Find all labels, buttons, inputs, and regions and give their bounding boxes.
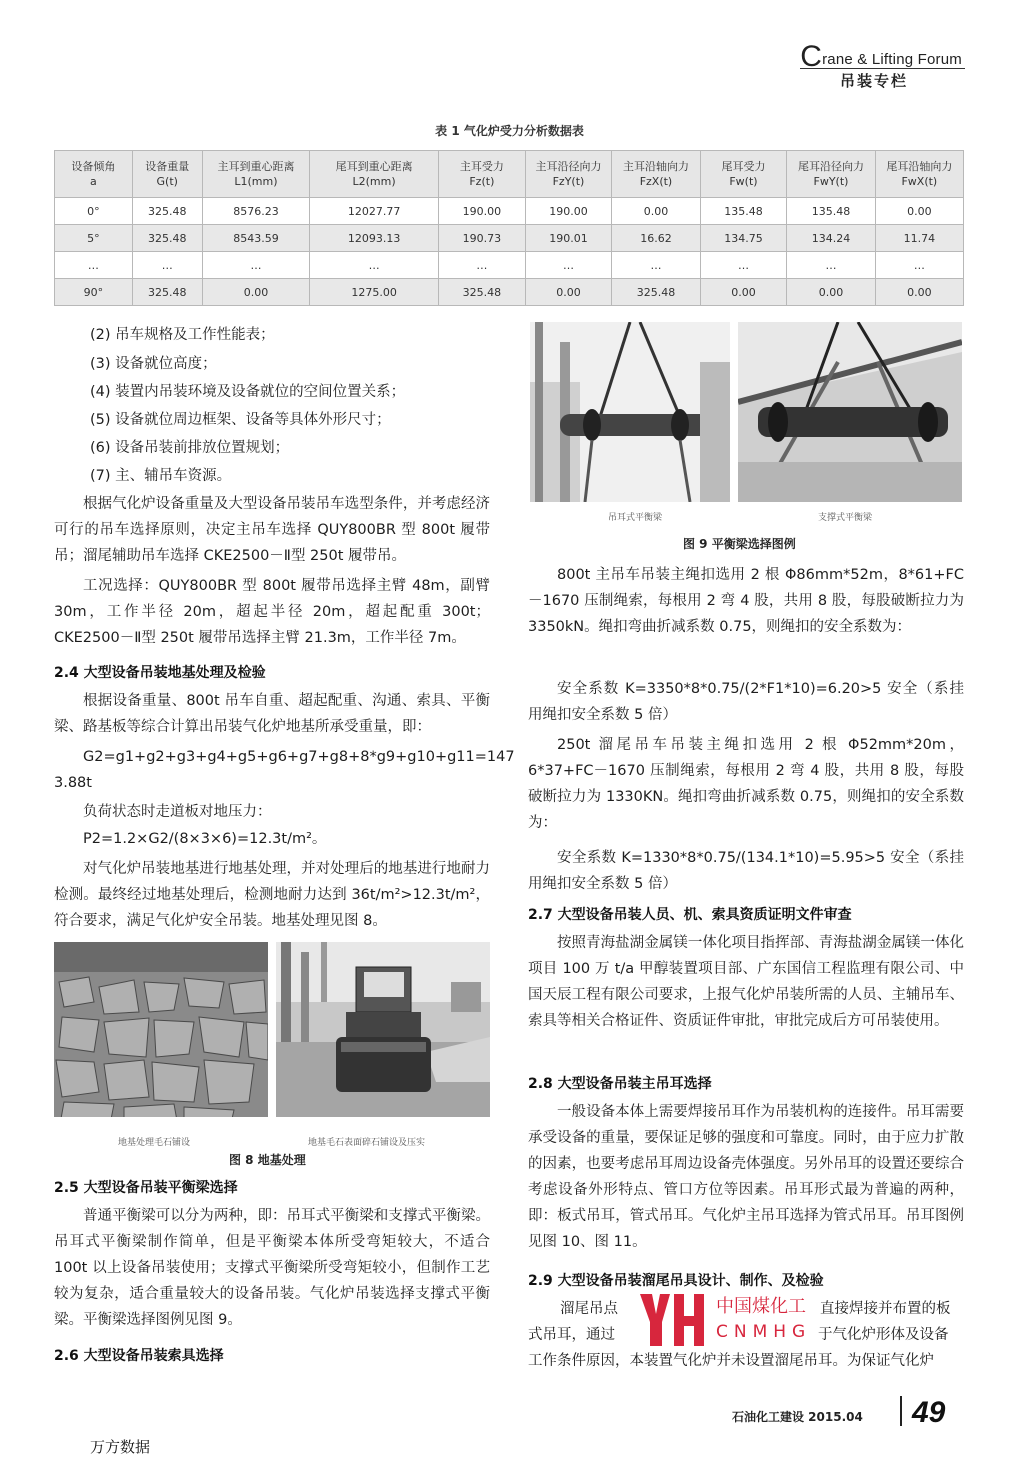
photo-support-balance-beam xyxy=(738,322,962,502)
list-item: (5) 设备就位周边框架、设备等具体外形尺寸； xyxy=(90,412,391,428)
force-analysis-table xyxy=(54,150,964,306)
table-cell: 190.73 xyxy=(439,225,526,252)
paragraph-foundation-load: 根据设备重量、800t 吊车自重、超起配重、沟通、索具、平衡梁、路基板等综合计算出吊装气化炉地基所承受重量，即： xyxy=(54,693,490,735)
table-cell: 0.00 xyxy=(875,198,963,225)
table-cell: 134.24 xyxy=(787,225,875,252)
table-header-cell xyxy=(310,151,439,198)
paragraph-working-conditions: 工况选择：QUY800BR 型 800t 履带吊选择主臂 48m，副臂 30m，工作半径 20m，超起半径 20m，超起配重 300t；CKE2500－Ⅱ型 250t 履带吊选择主臂 21.3m，工作半径 7m。 xyxy=(54,578,490,646)
section-heading-2-6: 2.6 大型设备吊装索具选择 xyxy=(54,1348,224,1364)
header-line: Fz(t) xyxy=(469,175,495,188)
tail-lug-text-2: 直接焊接并布置的板 xyxy=(820,1301,951,1317)
table-header-cell xyxy=(55,151,133,198)
footer-divider xyxy=(900,1396,902,1426)
header-line: 尾耳沿径向力 xyxy=(797,160,864,173)
table-cell: … xyxy=(700,252,787,279)
header-line: Fw(t) xyxy=(729,175,758,188)
table-cell: 8543.59 xyxy=(202,225,309,252)
header-line: FwY(t) xyxy=(813,175,849,188)
table-header-cell xyxy=(525,151,612,198)
paragraph-foundation-treatment: 对气化炉吊装地基进行地基处理，并对处理后的地基进行地耐力检测。最终经过地基处理后，检测地耐力达到 36t/m²>12.3t/m²，符合要求，满足气化炉安全吊装。地基处理见图 8。 xyxy=(54,861,490,929)
fig8-subcaption-right: 地基毛石表面碎石铺设及压实 xyxy=(308,1138,426,1148)
table-row xyxy=(55,279,964,306)
table-header-cell xyxy=(787,151,875,198)
section-heading-2-5: 2.5 大型设备吊装平衡梁选择 xyxy=(54,1180,238,1196)
paragraph-crane-selection: 根据气化炉设备重量及大型设备吊装吊车选型条件，并考虑经济可行的吊车选择原则，决定主吊车选择 QUY800BR 型 800t 履带吊；溜尾辅助吊车选择 CKE2500－Ⅱ型 250t 履带吊。 xyxy=(54,496,490,564)
table-cell: 1275.00 xyxy=(310,279,439,306)
footer-journal: 石油化工建设 2015.04 xyxy=(732,1410,863,1424)
fig9-subcaption-left: 吊耳式平衡梁 xyxy=(608,513,663,523)
fig8-subcaption-left: 地基处理毛石铺设 xyxy=(118,1138,191,1148)
header-line: FzY(t) xyxy=(552,175,585,188)
table-header-cell xyxy=(700,151,787,198)
tail-lug-text-1: 溜尾吊点 xyxy=(560,1301,618,1317)
formula-g2: G2=g1+g2+g3+g4+g5+g6+g7+g8+8*g9+g10+g11=147 3.88t xyxy=(54,749,515,791)
list-item: (2) 吊车规格及工作性能表； xyxy=(90,327,275,343)
table-cell: 0° xyxy=(55,198,133,225)
table-cell: 90° xyxy=(55,279,133,306)
header-line: FzX(t) xyxy=(639,175,673,188)
table-cell: 12027.77 xyxy=(310,198,439,225)
table-row xyxy=(55,252,964,279)
list-item: (3) 设备就位高度； xyxy=(90,356,217,372)
table-cell: 325.48 xyxy=(132,279,202,306)
table-cell: 325.48 xyxy=(439,279,526,306)
tail-lug-text-5: 工作条件原因，本装置气化炉并未设置溜尾吊耳。为保证气化炉 xyxy=(528,1353,934,1369)
header-line: 主耳沿径向力 xyxy=(535,160,602,173)
header-line: 设备重量 xyxy=(145,160,190,173)
photo-lug-balance-beam xyxy=(530,322,730,502)
fig9-subcaption-right: 支撑式平衡梁 xyxy=(818,513,873,523)
table-cell: 0.00 xyxy=(202,279,309,306)
paragraph-qualification-review: 按照青海盐湖金属镁一体化项目指挥部、青海盐湖金属镁一体化项目 100 万 t/a 甲醇装置项目部、广东国信工程监理有限公司、中国天辰工程有限公司要求，上报气化炉吊装所需的人员、主辅吊车、索具等相关合格证件、资质证件审批，审批完成后方可吊装使用。 xyxy=(528,935,964,1029)
table-cell: 8576.23 xyxy=(202,198,309,225)
table-cell: … xyxy=(439,252,526,279)
paragraph-pressure-intro: 负荷状态时走道板对地压力： xyxy=(83,804,272,820)
source-watermark: 万方数据 xyxy=(90,1438,151,1456)
table-cell: 0.00 xyxy=(525,279,612,306)
table-cell: 5° xyxy=(55,225,133,252)
cnmhg-logo-icon xyxy=(636,1290,706,1350)
fig8-caption: 图 8 地基处理 xyxy=(229,1153,306,1167)
table-cell: 0.00 xyxy=(787,279,875,306)
table-cell: … xyxy=(612,252,700,279)
paragraph-balance-beam: 普通平衡梁可以分为两种，即：吊耳式平衡梁和支撑式平衡梁。吊耳式平衡梁制作简单，但是平衡梁本体所受弯矩较大，不适合 100t 以上设备吊装使用；支撑式平衡梁所受弯矩较小，但制作工艺较为复杂，适合重量较大的设备吊装。气化炉吊装选择支撑式平衡梁。平衡梁选择图例见图 9。 xyxy=(54,1208,490,1328)
header-line: 主耳沿轴向力 xyxy=(622,160,689,173)
table-cell: 12093.13 xyxy=(310,225,439,252)
header-line: 尾耳到重心距离 xyxy=(335,160,413,173)
table-cell: 190.00 xyxy=(525,198,612,225)
photo-rubble-laying xyxy=(54,942,268,1132)
tail-lug-text-4: 于气化炉形体及设备 xyxy=(818,1327,949,1343)
section-heading-2-8: 2.8 大型设备吊装主吊耳选择 xyxy=(528,1076,712,1092)
formula-p2: P2=1.2×G2/(8×3×6)=12.3t/m²。 xyxy=(83,831,327,847)
header-line: G(t) xyxy=(156,175,178,188)
section-heading-2-7: 2.7 大型设备吊装人员、机、索具资质证明文件审查 xyxy=(528,907,852,923)
page-number: 49 xyxy=(912,1396,946,1429)
table-title: 表 1 气化炉受力分析数据表 xyxy=(435,124,584,138)
table-cell: … xyxy=(55,252,133,279)
logo-text-en: CNMHG xyxy=(716,1322,812,1342)
list-item: (7) 主、辅吊车资源。 xyxy=(90,468,232,484)
paragraph-tail-sling: 250t 溜尾吊车吊装主绳扣选用 2 根 Φ52mm*20m，6*37+FC－1670 压制绳索，每根用 2 弯 4 股，共用 8 股，每股破断拉力为 1330KN。绳扣弯曲折减系数 0.75，则绳扣的安全系数为： xyxy=(528,737,964,831)
header-line: 主耳到重心距离 xyxy=(217,160,295,173)
header-line: 尾耳受力 xyxy=(721,160,766,173)
table-header-cell xyxy=(202,151,309,198)
header-line: FwX(t) xyxy=(901,175,938,188)
paragraph-main-sling: 800t 主吊车吊装主绳扣选用 2 根 Φ86mm*52m，8*61+FC－1670 压制绳索，每根用 2 弯 4 股，共用 8 股，每股破断拉力为 3350kN。绳扣弯曲折减系数 0.75，则绳扣的安全系数为： xyxy=(528,567,964,635)
table-cell: 11.74 xyxy=(875,225,963,252)
list-item: (4) 装置内吊装环境及设备就位的空间位置关系； xyxy=(90,384,406,400)
header-line: a xyxy=(89,175,97,188)
tail-lug-text-3: 式吊耳，通过 xyxy=(528,1327,615,1343)
table-row xyxy=(55,225,964,252)
photo-compaction-roller xyxy=(276,942,490,1132)
table-cell: 16.62 xyxy=(612,225,700,252)
table-header-cell xyxy=(612,151,700,198)
table-cell: 135.48 xyxy=(700,198,787,225)
table-header-cell xyxy=(875,151,963,198)
table-cell: 190.00 xyxy=(439,198,526,225)
table-cell: … xyxy=(525,252,612,279)
table-cell: 325.48 xyxy=(612,279,700,306)
table-cell: … xyxy=(787,252,875,279)
journal-header-cn: 吊装专栏 xyxy=(840,72,909,90)
table-cell: … xyxy=(132,252,202,279)
header-line: L1(mm) xyxy=(234,175,278,188)
journal-header-en: Crane & Lifting Forum xyxy=(800,40,962,73)
table-cell: … xyxy=(875,252,963,279)
list-item: (6) 设备吊装前排放位置规划； xyxy=(90,440,290,456)
header-divider xyxy=(800,68,965,69)
table-row xyxy=(55,198,964,225)
table-cell: 325.48 xyxy=(132,198,202,225)
paragraph-main-lug: 一般设备本体上需要焊接吊耳作为吊装机构的连接件。吊耳需要承受设备的重量，要保证足够的强度和可靠度。同时，由于应力扩散的因素，也要考虑吊耳周边设备壳体强度。另外吊耳的设置还要综合考虑设备外形特点、管口方位等因素。吊耳形式最为普遍的两种，即：板式吊耳，管式吊耳。气化炉主吊耳选择为管式吊耳。吊耳图例见图 10、图 11。 xyxy=(528,1104,964,1250)
table-cell: 325.48 xyxy=(132,225,202,252)
table-cell: 0.00 xyxy=(612,198,700,225)
header-line: 设备倾角 xyxy=(71,160,116,173)
table-cell: 0.00 xyxy=(700,279,787,306)
header-line: 尾耳沿轴向力 xyxy=(886,160,953,173)
table-cell: 134.75 xyxy=(700,225,787,252)
table-cell: 0.00 xyxy=(875,279,963,306)
table-header-cell xyxy=(132,151,202,198)
header-line: L2(mm) xyxy=(352,175,396,188)
section-heading-2-9: 2.9 大型设备吊装溜尾吊具设计、制作、及检验 xyxy=(528,1273,824,1289)
table-cell: … xyxy=(310,252,439,279)
table-cell: 135.48 xyxy=(787,198,875,225)
table-cell: … xyxy=(202,252,309,279)
logo-text-cn: 中国煤化工 xyxy=(714,1292,808,1318)
table-cell: 190.01 xyxy=(525,225,612,252)
section-heading-2-4: 2.4 大型设备吊装地基处理及检验 xyxy=(54,665,266,681)
formula-safety-main: 安全系数 K=3350*8*0.75/(2*F1*10)=6.20>5 安全（系挂用绳扣安全系数 5 倍） xyxy=(528,681,964,723)
header-line: 主耳受力 xyxy=(459,160,504,173)
fig9-caption: 图 9 平衡梁选择图例 xyxy=(683,537,796,551)
formula-safety-tail: 安全系数 K=1330*8*0.75/(134.1*10)=5.95>5 安全（系挂用绳扣安全系数 5 倍） xyxy=(528,850,964,892)
table-header-cell xyxy=(439,151,526,198)
